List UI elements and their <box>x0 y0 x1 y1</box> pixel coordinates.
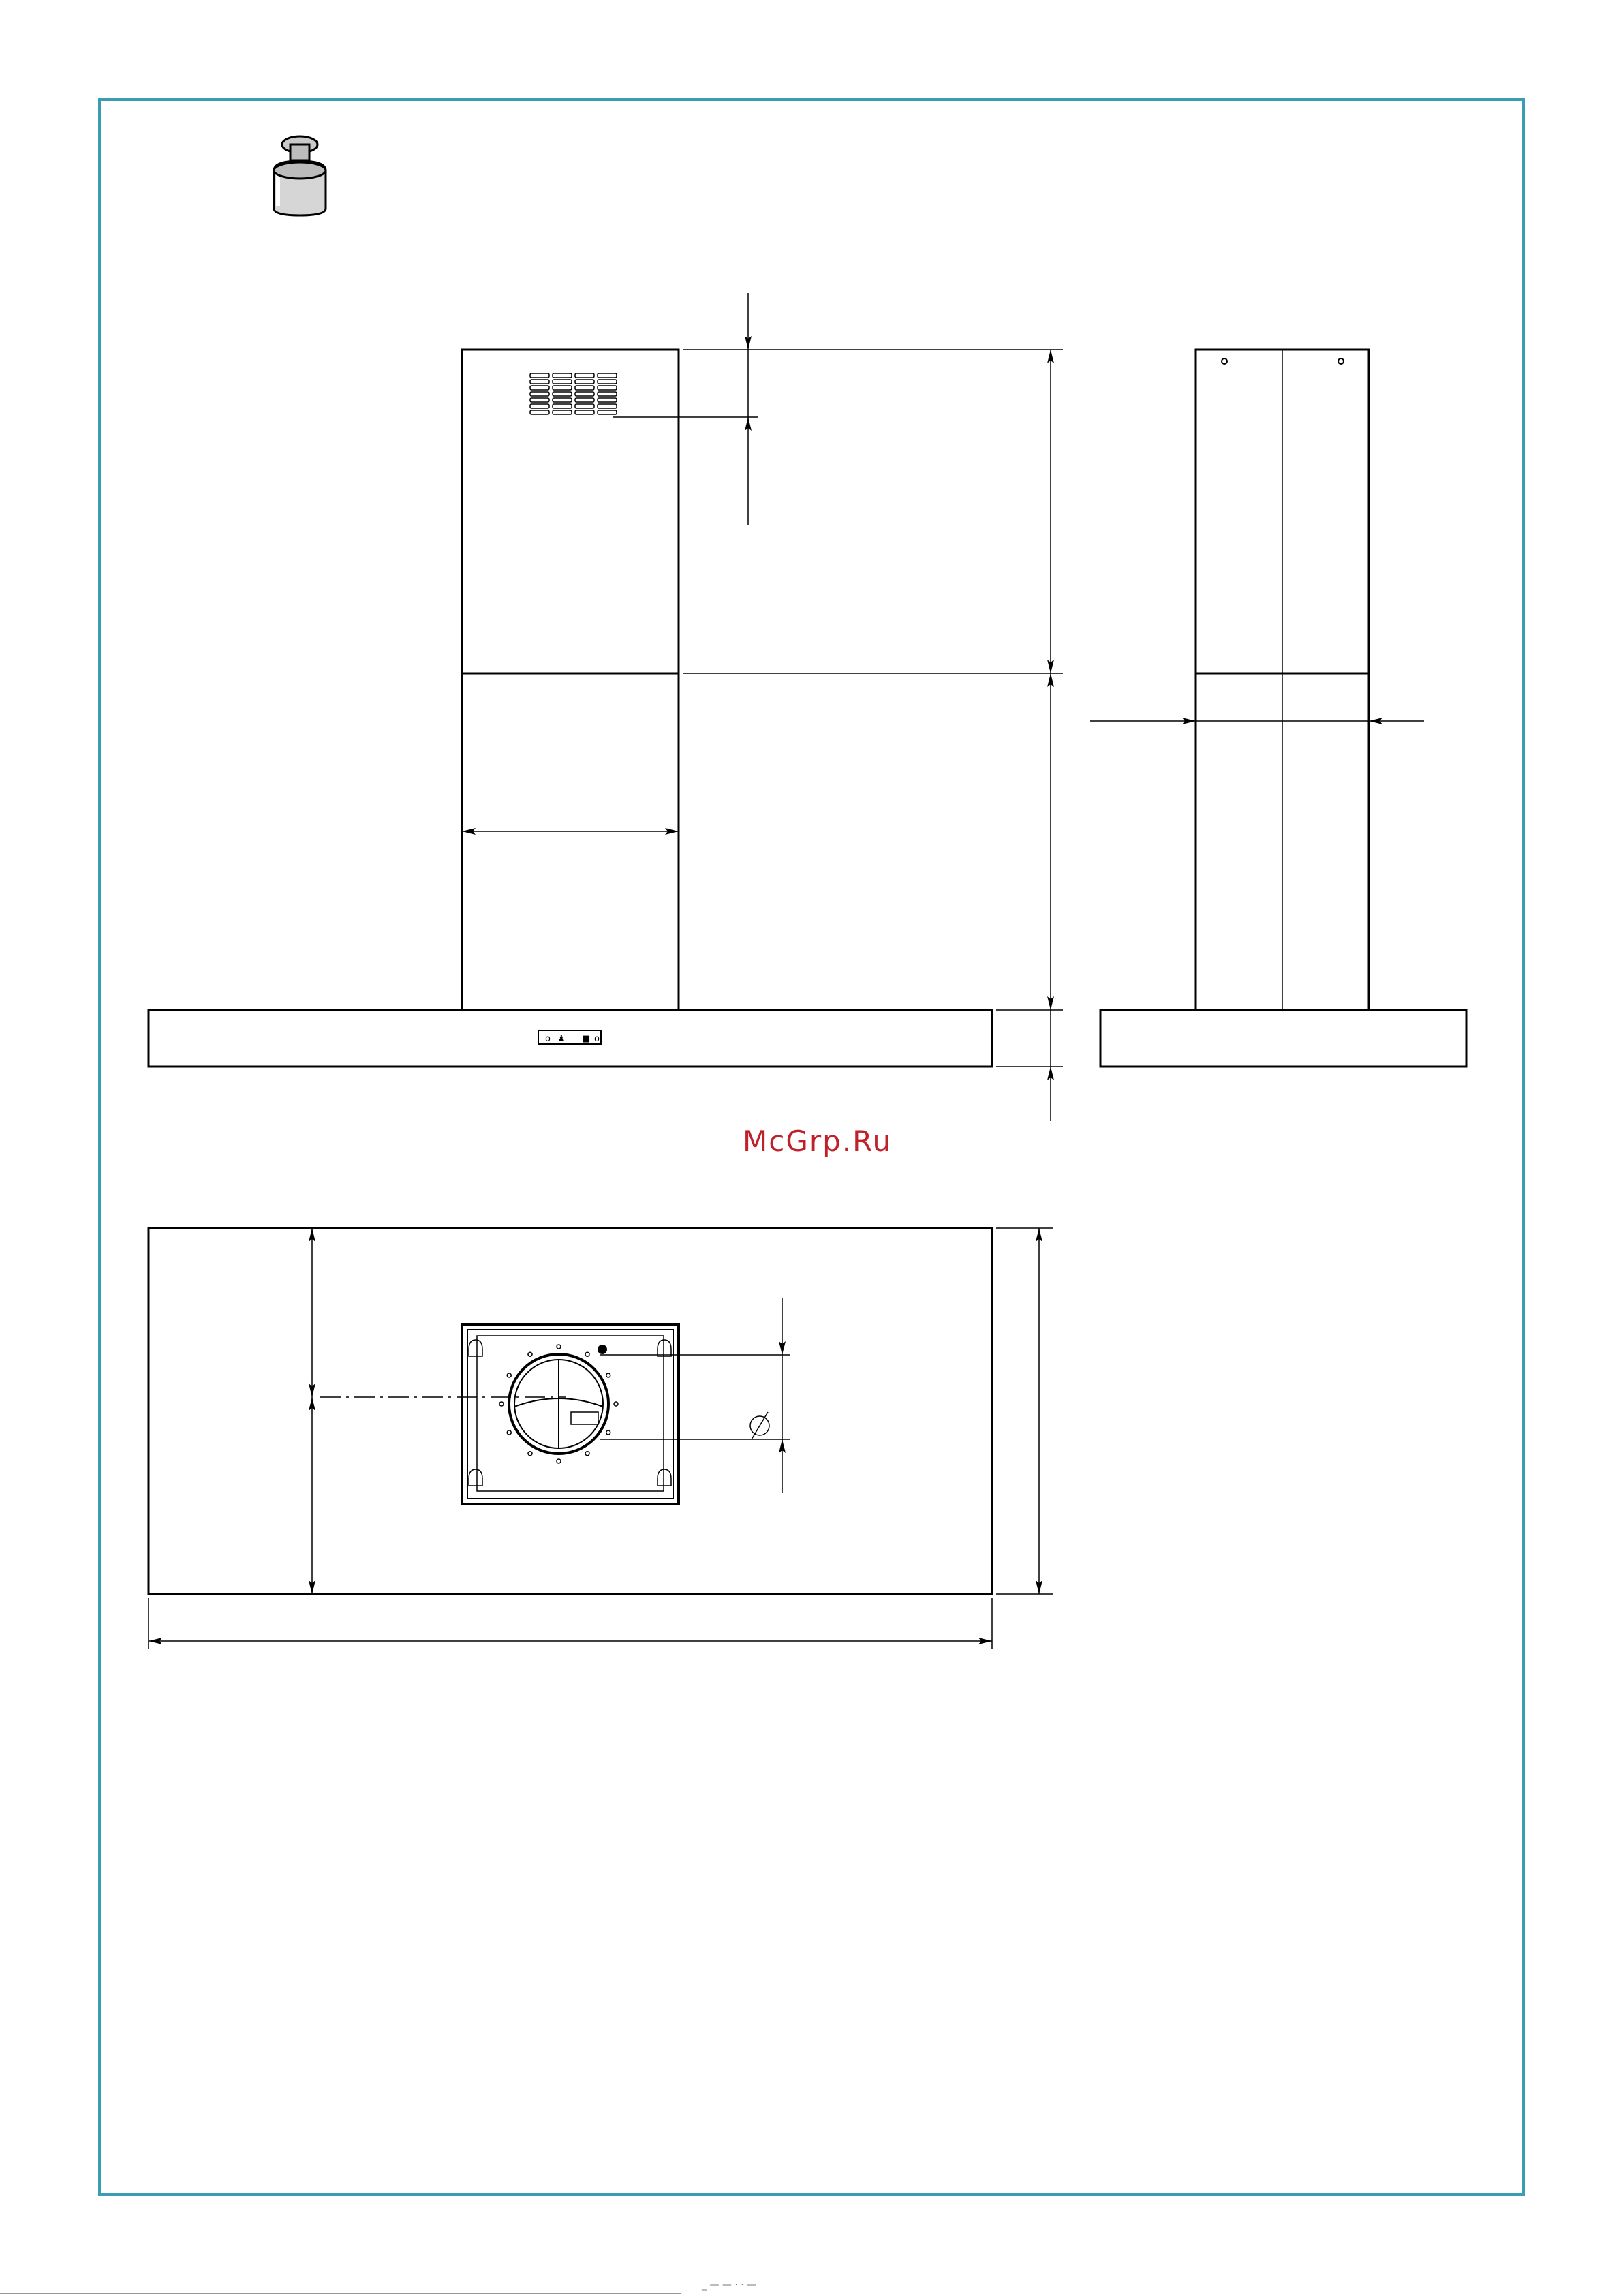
motor-housing <box>462 1324 679 1504</box>
control-button: – <box>570 1034 574 1044</box>
watermark: McGrp.Ru <box>743 1124 893 1158</box>
front-view <box>149 350 992 1067</box>
footer-text: _ — — · · — <box>702 2280 757 2291</box>
hood-outline-top <box>149 1228 992 1594</box>
control-button: ♟ <box>557 1034 566 1044</box>
control-button: o <box>545 1034 551 1044</box>
top-dimensions <box>149 1228 1053 1649</box>
vent-grille <box>530 373 617 414</box>
lower-chimney-front <box>462 673 679 1010</box>
control-panel-buttons <box>545 1034 600 1044</box>
front-dimensions <box>462 293 1063 1121</box>
top-view <box>149 1228 992 1594</box>
control-button: ■ <box>582 1034 591 1044</box>
weight-icon <box>274 136 326 215</box>
control-button: o <box>594 1034 600 1044</box>
hood-canopy-side <box>1100 1010 1466 1067</box>
side-view <box>1090 350 1466 1067</box>
